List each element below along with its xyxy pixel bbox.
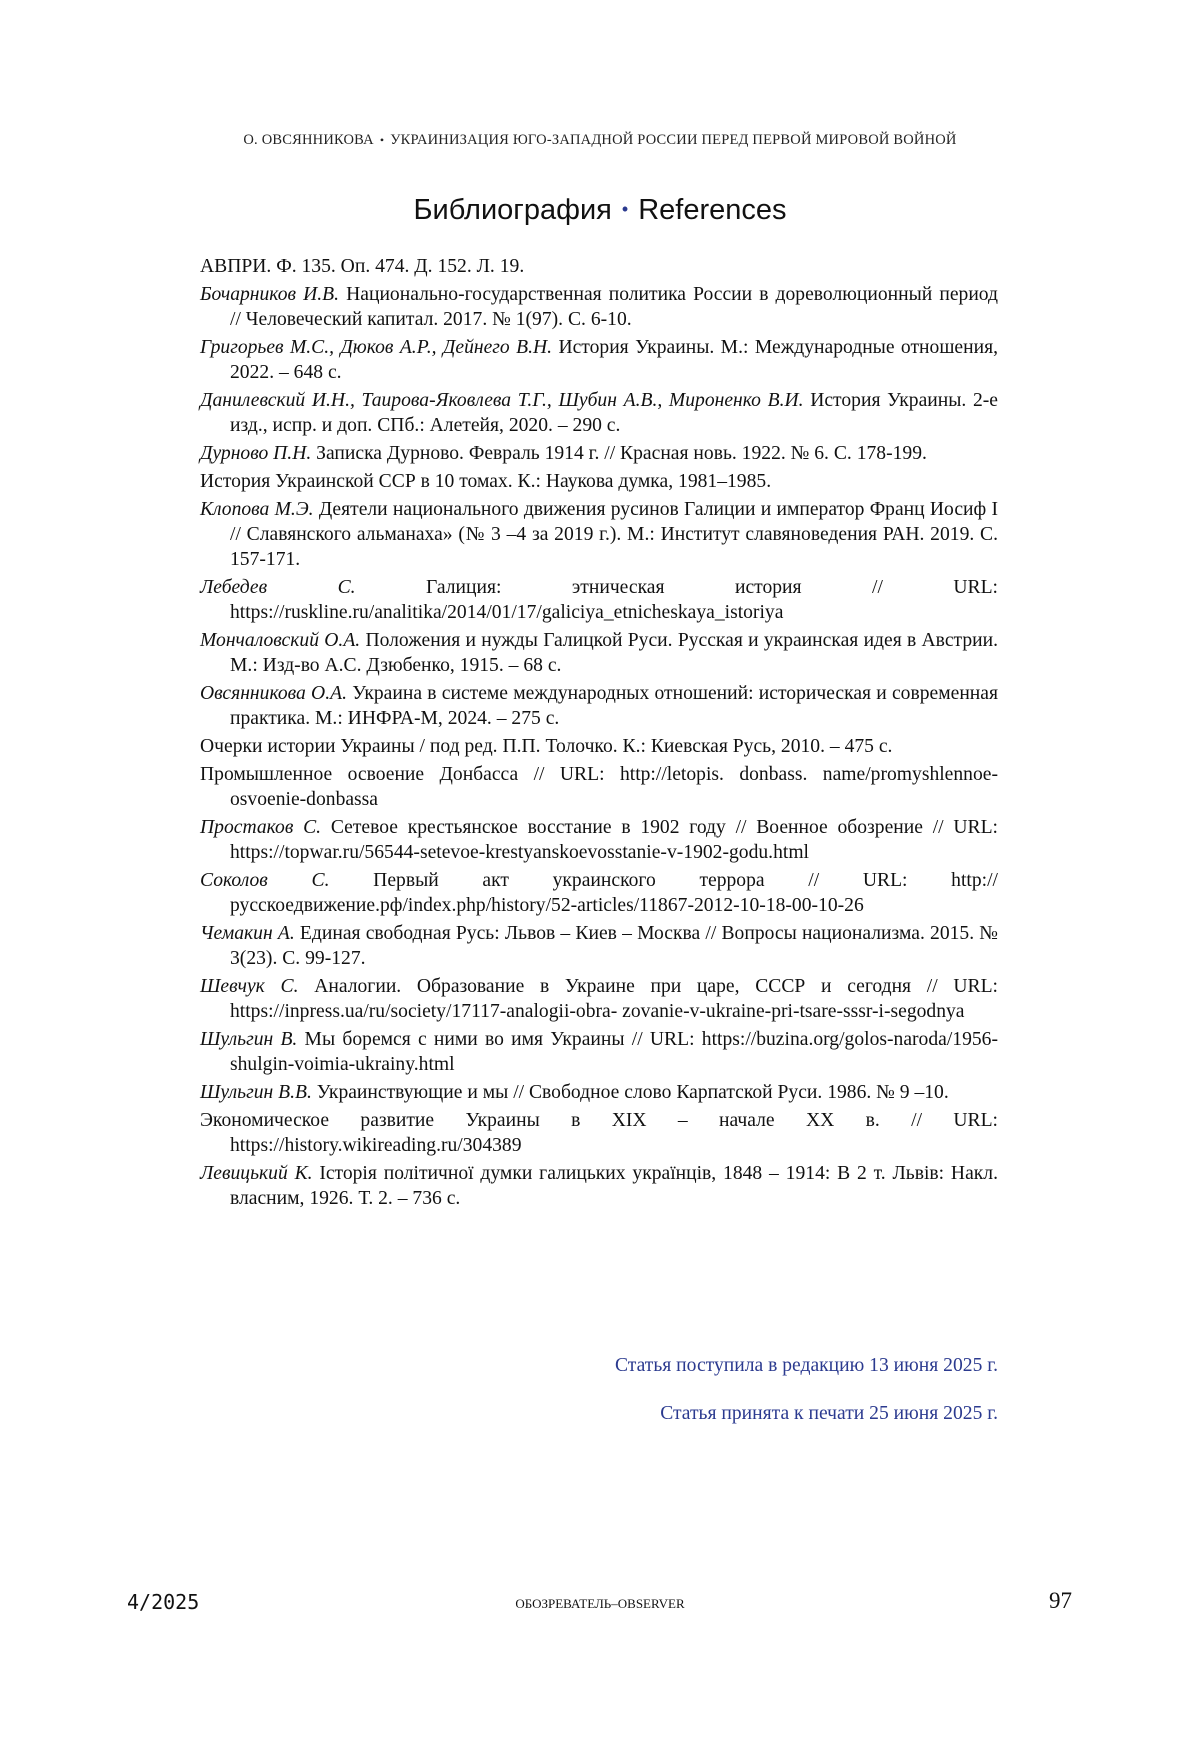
reference-item bbox=[200, 815, 998, 865]
reference-item bbox=[200, 762, 998, 812]
reference-text: История Украинской ССР в 10 томах. К.: Наукова думка, 1981–1985. bbox=[200, 471, 772, 492]
reference-author: Простаков С. bbox=[200, 817, 322, 838]
reference-item bbox=[200, 628, 998, 678]
reference-author: Шевчук С. bbox=[200, 976, 299, 997]
reference-text: Історія політичної думки галицьких українців, 1848 – 1914: В 2 т. Львів: Накл. власним, 1926. Т. 2. – 736 с. bbox=[230, 1163, 998, 1209]
reference-text: Промышленное освоение Донбасса // URL: http://letopis. donbass. name/promyshlennoe-osvoenie-donbassa bbox=[200, 764, 998, 810]
reference-text: Положения и нужды Галицкой Руси. Русская и украинская идея в Австрии. М.: Изд-во А.С. Дзюбенко, 1915. – 68 с. bbox=[230, 630, 998, 676]
reference-author: Чемакин А. bbox=[200, 923, 295, 944]
reference-text: Первый акт украинского террора // URL: http://русскоедвижение.рф/index.php/history/52-articles/11867-2012-10-18-00-10-26 bbox=[230, 870, 998, 916]
reference-text: Украина в системе международных отношений: историческая и современная практика. М.: ИНФРА-М, 2024. – 275 с. bbox=[230, 683, 998, 729]
reference-item bbox=[200, 388, 998, 438]
reference-text: Деятели национального движения русинов Галиции и император Франц Иосиф I // Славянского альманаха» (№ 3 –4 за 2019 г.). М.: Институт славяноведения РАН. 2019. С. 157-171. bbox=[230, 499, 998, 570]
reference-text: АВПРИ. Ф. 135. Оп. 474. Д. 152. Л. 19. bbox=[200, 256, 525, 277]
reference-author: Григорьев М.С., Дюков А.Р., Дейнего В.Н. bbox=[200, 337, 553, 358]
reference-text: Мы боремся с ними во имя Украины // URL: https://buzina.org/golos-naroda/1956-shulgin-voimia-ukrainy.html bbox=[230, 1029, 998, 1075]
reference-item bbox=[200, 974, 998, 1024]
header-separator: • bbox=[379, 133, 385, 147]
reference-text: Сетевое крестьянское восстание в 1902 году // Военное обозрение // URL: https://topwar.ru/56544-setevoe-krestyanskoevosstanie-v-1902-godu.html bbox=[230, 817, 998, 863]
header-author: О. ОВСЯННИКОВА bbox=[243, 132, 374, 148]
reference-author: Левицький К. bbox=[200, 1163, 313, 1184]
reference-text: Аналогии. Образование в Украине при царе, СССР и сегодня // URL: https://inpress.ua/ru/society/17117-analogii-obra- zovanie-v-ukraine-pri-tsare-sssr-i-segodnya bbox=[230, 976, 998, 1022]
reference-item bbox=[200, 335, 998, 385]
reference-author: Шульгин В. bbox=[200, 1029, 298, 1050]
section-title-ru: Библиография bbox=[413, 194, 612, 226]
reference-item bbox=[200, 282, 998, 332]
date-received: Статья поступила в редакцию 13 июня 2025 г. bbox=[614, 1355, 998, 1376]
reference-author: Соколов С. bbox=[200, 870, 330, 891]
reference-author: Овсянникова О.А. bbox=[200, 683, 347, 704]
reference-item bbox=[200, 254, 998, 279]
reference-item bbox=[200, 441, 998, 466]
reference-author: Бочарников И.В. bbox=[200, 284, 340, 305]
reference-author: Мончаловский О.А. bbox=[200, 630, 361, 651]
journal-name: ОБОЗРЕВАТЕЛЬ–OBSERVER bbox=[515, 1596, 685, 1611]
reference-author: Дурново П.Н. bbox=[200, 443, 312, 464]
reference-text: Национально-государственная политика России в дореволюционный период // Человеческий капитал. 2017. № 1(97). С. 6-10. bbox=[230, 284, 999, 330]
reference-author: Клопова М.Э. bbox=[200, 499, 314, 520]
reference-item bbox=[200, 1108, 998, 1158]
reference-item bbox=[200, 497, 998, 572]
reference-text: История Украины. М.: Международные отношения, 2022. – 648 с. bbox=[230, 337, 998, 383]
reference-item bbox=[200, 681, 998, 731]
reference-author: Шульгин В.В. bbox=[200, 1082, 312, 1103]
section-title-en: References bbox=[638, 194, 787, 226]
reference-text: Единая свободная Русь: Львов – Киев – Москва // Вопросы национализма. 2015. № 3(23). С. 99-127. bbox=[230, 923, 998, 969]
reference-text: Записка Дурново. Февраль 1914 г. // Красная новь. 1922. № 6. С. 178-199. bbox=[311, 443, 927, 464]
reference-list bbox=[200, 254, 998, 1214]
header-article-title: УКРАИНИЗАЦИЯ ЮГО-ЗАПАДНОЙ РОССИИ ПЕРЕД ПЕРВОЙ МИРОВОЙ ВОЙНОЙ bbox=[390, 132, 957, 148]
reference-text: Украинствующие и мы // Свободное слово Карпатской Руси. 1986. № 9 –10. bbox=[311, 1082, 949, 1103]
section-title-separator: • bbox=[621, 198, 629, 219]
reference-item bbox=[200, 469, 998, 494]
reference-item bbox=[200, 1027, 998, 1077]
reference-item bbox=[200, 1080, 998, 1105]
section-title bbox=[0, 194, 1200, 227]
reference-author: Данилевский И.Н., Таирова-Яковлева Т.Г., Шубин А.В., Мироненко В.И. bbox=[200, 390, 804, 411]
reference-item bbox=[200, 1161, 998, 1211]
reference-text: Очерки истории Украины / под ред. П.П. Толочко. К.: Киевская Русь, 2010. – 475 с. bbox=[200, 736, 893, 757]
reference-item bbox=[200, 921, 998, 971]
reference-author: Лебедев С. bbox=[200, 577, 356, 598]
date-accepted: Статья принята к печати 25 июня 2025 г. bbox=[660, 1403, 998, 1424]
issue-number: 4/2025 bbox=[127, 1590, 200, 1614]
reference-text: История Украины. 2-е изд., испр. и доп. СПб.: Алетейя, 2020. – 290 с. bbox=[230, 390, 998, 436]
page-number: 97 bbox=[1049, 1588, 1072, 1613]
reference-item bbox=[200, 734, 998, 759]
reference-text: Экономическое развитие Украины в XIX – начале XX в. // URL: https://history.wikireading.ru/304389 bbox=[200, 1110, 998, 1156]
running-header bbox=[0, 132, 1200, 149]
reference-item bbox=[200, 868, 998, 918]
reference-text: Галиция: этническая история // URL: https://ruskline.ru/analitika/2014/01/17/galiciya_etnicheskaya_istoriya bbox=[230, 577, 998, 623]
reference-item bbox=[200, 575, 998, 625]
